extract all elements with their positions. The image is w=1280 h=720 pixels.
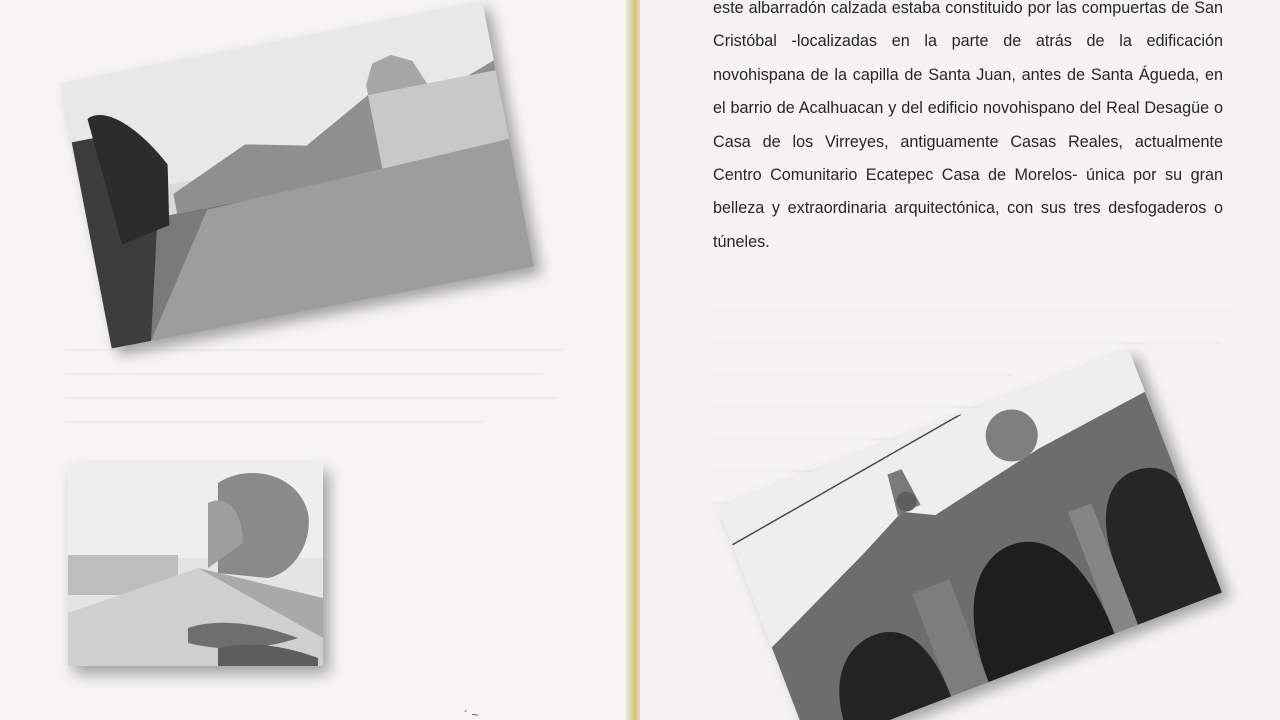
stray-mark: ´ ~ xyxy=(464,708,479,720)
tree-lined-road-photo xyxy=(68,463,323,666)
right-page xyxy=(640,0,1280,720)
left-page xyxy=(0,0,632,720)
road-chapel-mountains-photo xyxy=(60,1,534,348)
body-paragraph: este albarradón calzada estaba constituido por las compuertas de San Cristóbal -localizadas en la parte de atrás de la edificación novohispana de la capilla de Santa Juan, antes de Santa Águeda, en el barrio de Acalhuacan y del edificio novohispano del Real Desagüe o Casa de los Virreyes, antiguamente Casas Reales, actualmente Centro Comunitario Ecatepec Casa de Morelos- única por su gran belleza y extraordinaria arquitectónica, con sus tres desfogaderos o túneles. xyxy=(713,0,1223,251)
show-through-text-left xyxy=(64,335,564,455)
